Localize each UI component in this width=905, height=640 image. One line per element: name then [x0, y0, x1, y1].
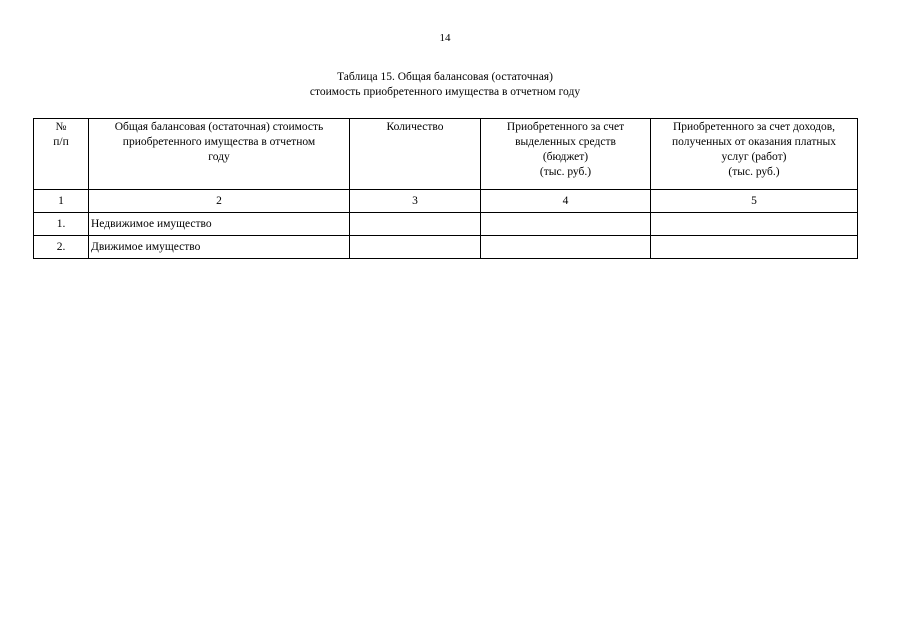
table-header-row [34, 119, 858, 190]
table-title-line-1: Таблица 15. Общая балансовая (остаточная) [337, 71, 553, 83]
table-row [34, 213, 858, 236]
header-text: Общая балансовая (остаточная) стоимость [114, 121, 324, 133]
row-name-cell: Недвижимое имущество [89, 213, 350, 236]
row-number-cell: 1. [34, 213, 89, 236]
header-text: полученных от оказания платных [671, 136, 837, 148]
header-cell-paid-services [651, 119, 858, 190]
header-text: году [208, 151, 230, 163]
header-cell-total-value [89, 119, 350, 190]
row-quantity-cell [350, 236, 481, 259]
column-number-cell: 3 [350, 190, 481, 213]
row-name-cell: Движимое имущество [89, 236, 350, 259]
column-number-row [34, 190, 858, 213]
header-text: (бюджет) [542, 151, 589, 163]
row-paid-cell [651, 236, 858, 259]
column-number-cell: 5 [651, 190, 858, 213]
header-text: (тыс. руб.) [539, 166, 592, 178]
header-cell-budget [481, 119, 651, 190]
header-cell-number [34, 119, 89, 190]
header-cell-quantity [350, 119, 481, 190]
table-row [34, 236, 858, 259]
column-number-cell: 2 [89, 190, 350, 213]
header-text: (тыс. руб.) [728, 166, 780, 178]
header-text: выделенных средств [515, 136, 616, 148]
row-number-cell: 2. [34, 236, 89, 259]
header-text: услуг (работ) [721, 151, 787, 163]
header-text: приобретенного имущества в отчетном [122, 136, 316, 148]
row-budget-cell [481, 213, 651, 236]
table-title-line-2: стоимость приобретенного имущества в отчетном году [309, 86, 581, 98]
row-paid-cell [651, 213, 858, 236]
header-text: Количество [386, 121, 444, 133]
property-value-table [33, 118, 858, 259]
row-budget-cell [481, 236, 651, 259]
column-number-cell: 1 [34, 190, 89, 213]
page-number: 14 [439, 32, 451, 44]
column-number-cell: 4 [481, 190, 651, 213]
header-text: Приобретенного за счет [506, 121, 625, 133]
header-text: п/п [53, 136, 69, 148]
header-text: Приобретенного за счет доходов, [672, 121, 836, 133]
header-text: № [55, 121, 67, 133]
table-title [0, 70, 890, 100]
row-quantity-cell [350, 213, 481, 236]
